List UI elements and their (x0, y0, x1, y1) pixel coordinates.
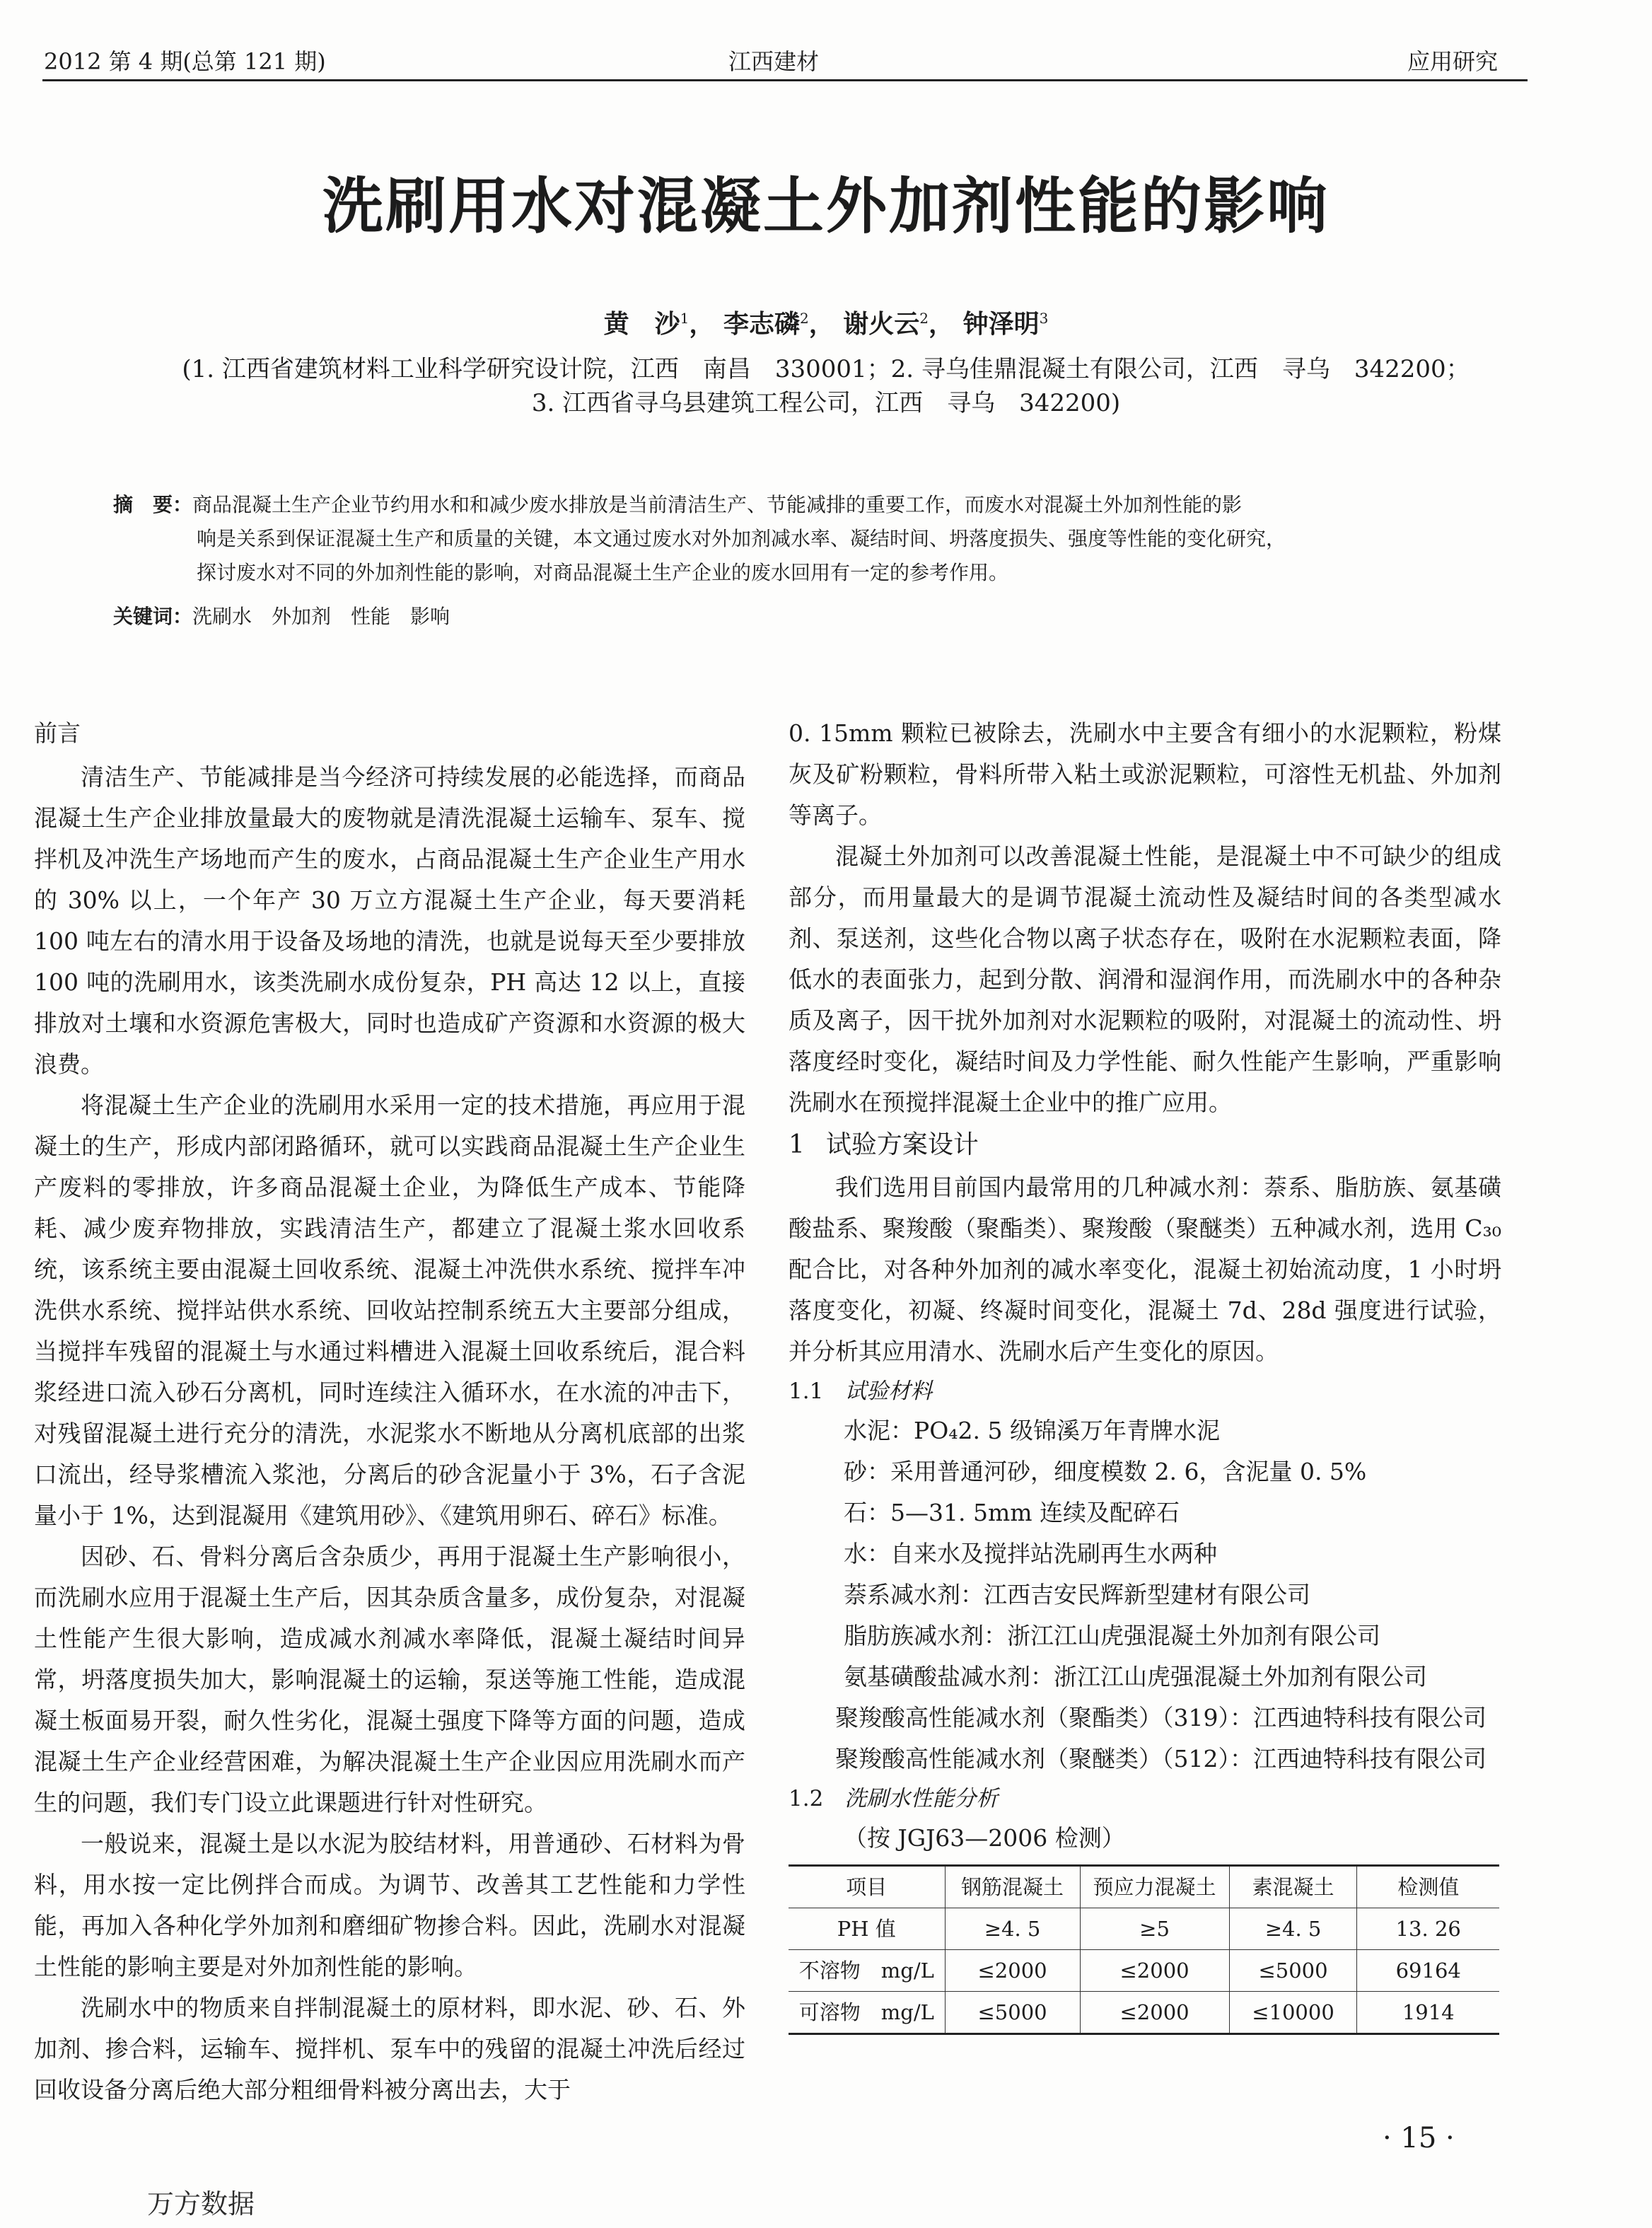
author-name: 李志磷 (723, 309, 800, 339)
author-affiliation-mark: 2 (919, 310, 929, 327)
table-cell: 1914 (1357, 1992, 1499, 2034)
subsection-title: 洗刷水性能分析 (844, 1786, 999, 1811)
material-item: 水：自来水及搅拌站洗刷再生水两种 (844, 1540, 1217, 1567)
table-cell: ≥4. 5 (945, 1908, 1080, 1950)
material-item: 聚羧酸高性能减水剂（聚酯类）（319）：江西迪特科技有限公司 (835, 1704, 1487, 1731)
affiliation-line-2: 3. 江西省寻乌县建筑工程公司，江西 寻乌 342200) (531, 389, 1121, 417)
abstract-line: 探讨废水对不同的外加剂性能的影响，对商品混凝土生产企业的废水回用有一定的参考作用。 (197, 561, 1009, 584)
author-name: 谢火云 (843, 309, 920, 339)
author-list (0, 304, 1652, 340)
abstract-label: 摘 要： (113, 493, 193, 516)
subsection-title: 试验材料 (844, 1379, 933, 1404)
table-row (789, 1908, 1499, 1950)
table-cell: 13. 26 (1357, 1908, 1499, 1950)
material-item: 聚羧酸高性能减水剂（聚醚类）（512）：江西迪特科技有限公司 (835, 1745, 1487, 1772)
material-item: 氨基磺酸盐减水剂：浙江江山虎强混凝土外加剂有限公司 (844, 1663, 1427, 1690)
body-paragraph-continued: 0. 15mm 颗粒已被除去，洗刷水中主要含有细小的水泥颗粒，粉煤灰及矿粉颗粒，骨料所带入粘土或淤泥颗粒，可溶性无机盐、外加剂等离子。 (789, 719, 1501, 829)
table-caption-note: （按 JGJ63—2006 检测） (844, 1824, 1125, 1852)
table-row (789, 1992, 1499, 2034)
body-paragraph: 一般说来，混凝土是以水泥为胶结材料，用普通砂、石材料为骨料，用水按一定比例拌合而成。为调节、改善其工艺性能和力学性能，再加入各种化学外加剂和磨细矿物掺合料。因此，洗刷水对混凝土性能的影响主要是对外加剂性能的影响。 (34, 1830, 745, 1980)
abstract-text: 商品混凝土生产企业节约用水和和减少废水排放是当前清洁生产、节能减排的重要工作，而废水对混凝土外加剂性能的影 (192, 493, 1243, 516)
table-cell: ≤2000 (1080, 1950, 1229, 1992)
table-header-cell: 钢筋混凝土 (945, 1866, 1080, 1908)
author-separator: ， (808, 309, 834, 339)
subsection-heading-1-1 (789, 1372, 1501, 1410)
author-affiliation-mark: 1 (680, 310, 690, 327)
section-title: 试验方案设计 (825, 1130, 979, 1159)
header-rule (42, 79, 1528, 81)
keywords-label: 关键词： (113, 605, 193, 628)
section-heading-1 (789, 1123, 1501, 1167)
left-column (34, 713, 745, 2111)
table-row (789, 1950, 1499, 1992)
right-column (789, 713, 1501, 2035)
table-cell: ≤2000 (1080, 1992, 1229, 2034)
subsection-number: 1.2 (789, 1786, 824, 1811)
keywords (113, 600, 1471, 634)
table-cell: 可溶物 mg/L (789, 1992, 945, 2034)
author-name: 钟泽明 (962, 309, 1040, 339)
abstract-line (113, 488, 1471, 522)
author-affiliation-mark: 2 (799, 310, 809, 327)
table-cell: ≥5 (1080, 1908, 1229, 1950)
table-cell: ≤5000 (945, 1992, 1080, 2034)
table-cell: PH 值 (789, 1908, 945, 1950)
affiliation-line-1: (1. 江西省建筑材料工业科学研究设计院，江西 南昌 330001；2. 寻乌佳鼎混凝土有限公司，江西 寻乌 342200； (182, 355, 1470, 383)
table-header-cell: 预应力混凝土 (1080, 1866, 1229, 1908)
section-heading-preface: 前言 (34, 719, 81, 747)
author-separator: ， (929, 309, 955, 339)
page-number: · 15 · (1383, 2122, 1455, 2154)
subsection-number: 1.1 (789, 1379, 824, 1404)
abstract-line: 响是关系到保证混凝土生产和质量的关键，本文通过废水对外加剂减水率、凝结时间、坍落度损失、强度等性能的变化研究， (197, 527, 1286, 550)
author-affiliation-mark: 3 (1039, 310, 1049, 327)
header-issue: 2012 第 4 期(总第 121 期) (44, 48, 326, 75)
header-column: 应用研究 (1407, 48, 1499, 75)
body-paragraph: 清洁生产、节能减排是当今经济可持续发展的必能选择，而商品混凝土生产企业排放量最大的废物就是清洗混凝土运输车、泵车、搅拌机及冲洗生产场地而产生的废水，占商品混凝土生产企业生产用水的 30% 以上，一个年产 30 万立方混凝土生产企业，每天要消耗 100 吨左右的清水用于设备及场地的清洗，也就是说每天至少要排放 100 吨的洗刷用水，该类洗刷水成份复杂，PH 高达 12 以上，直接排放对土壤和水资源危害极大，同时也造成矿产资源和水资源的极大浪费。 (34, 763, 745, 1078)
table-header-row (789, 1866, 1499, 1908)
table-cell: ≤10000 (1229, 1992, 1357, 2034)
table-cell: 不溶物 mg/L (789, 1950, 945, 1992)
table-header-cell: 项目 (789, 1866, 945, 1908)
table-header-cell: 检测值 (1357, 1866, 1499, 1908)
subsection-heading-1-2 (789, 1780, 1501, 1818)
section-number: 1 (789, 1130, 805, 1159)
body-paragraph: 我们选用目前国内最常用的几种减水剂：萘系、脂肪族、氨基磺酸盐系、聚羧酸（聚酯类）、聚羧酸（聚醚类）五种减水剂，选用 C₃₀配合比，对各种外加剂的减水率变化，混凝土初始流动度，1 小时坍落度变化，初凝、终凝时间变化，混凝土 7d、28d 强度进行试验，并分析其应用清水、洗刷水后产生变化的原因。 (789, 1173, 1501, 1365)
author-name: 黄 沙 (603, 309, 680, 339)
table-cell: ≥4. 5 (1229, 1908, 1357, 1950)
material-item: 石：5—31. 5mm 连续及配碎石 (844, 1499, 1180, 1526)
watermark-text: 万方数据 (147, 2188, 255, 2220)
material-item: 萘系减水剂：江西吉安民辉新型建材有限公司 (844, 1581, 1310, 1608)
header-journal: 江西建材 (728, 48, 820, 75)
wash-water-properties-table (789, 1864, 1499, 2035)
material-item: 脂肪族减水剂：浙江江山虎强混凝土外加剂有限公司 (844, 1622, 1380, 1649)
table-cell: ≤5000 (1229, 1950, 1357, 1992)
table-header-cell: 素混凝土 (1229, 1866, 1357, 1908)
body-paragraph: 混凝土外加剂可以改善混凝土性能，是混凝土中不可缺少的组成部分，而用量最大的是调节混凝土流动性及凝结时间的各类型减水剂、泵送剂，这些化合物以离子状态存在，吸附在水泥颗粒表面，降低水的表面张力，起到分散、润滑和湿润作用，而洗刷水中的各种杂质及离子，因干扰外加剂对水泥颗粒的吸附，对混凝土的流动性、坍落度经时变化，凝结时间及力学性能、耐久性能产生影响，严重影响洗刷水在预搅拌混凝土企业中的推广应用。 (789, 842, 1501, 1116)
table-cell: 69164 (1357, 1950, 1499, 1992)
keywords-text: 洗刷水 外加剂 性能 影响 (192, 605, 450, 628)
body-paragraph: 洗刷水中的物质来自拌制混凝土的原材料，即水泥、砂、石、外加剂、掺合料，运输车、搅拌机、泵车中的残留的混凝土冲洗后经过回收设备分离后绝大部分粗细骨料被分离出去，大于 (34, 1994, 745, 2104)
material-item: 砂：采用普通河砂，细度模数 2. 6，含泥量 0. 5% (844, 1458, 1367, 1485)
author-separator: ， (689, 309, 715, 339)
table-cell: ≤2000 (945, 1950, 1080, 1992)
material-item: 水泥：PO₄2. 5 级锦溪万年青牌水泥 (844, 1417, 1220, 1444)
paper-title: 洗刷用水对混凝土外加剂性能的影响 (322, 171, 1330, 242)
body-paragraph: 将混凝土生产企业的洗刷用水采用一定的技术措施，再应用于混凝土的生产，形成内部闭路循环，就可以实践商品混凝土生产企业生产废料的零排放，许多商品混凝土企业，为降低生产成本、节能降耗、减少废弃物排放，实践清洁生产，都建立了混凝土浆水回收系统，该系统主要由混凝土回收系统、混凝土冲洗供水系统、搅拌车冲洗供水系统、搅拌站供水系统、回收站控制系统五大主要部分组成，当搅拌车残留的混凝土与水通过料槽进入混凝土回收系统后，混合料浆经进口流入砂石分离机，同时连续注入循环水，在水流的冲击下，对残留混凝土进行充分的清洗，水泥浆水不断地从分离机底部的出浆口流出，经导浆槽流入浆池，分离后的砂含泥量小于 3%，石子含泥量小于 1%，达到混凝用《建筑用砂》、《建筑用卵石、碎石》标准。 (34, 1091, 745, 1529)
abstract (113, 488, 1471, 590)
body-paragraph: 因砂、石、骨料分离后含杂质少，再用于混凝土生产影响很小，而洗刷水应用于混凝土生产后，因其杂质含量多，成份复杂，对混凝土性能产生很大影响，造成减水剂减水率降低，混凝土凝结时间异常，坍落度损失加大，影响混凝土的运输，泵送等施工性能，造成混凝土板面易开裂，耐久性劣化，混凝土强度下降等方面的问题，造成混凝土生产企业经营困难，为解决混凝土生产企业因应用洗刷水而产生的问题，我们专门设立此课题进行针对性研究。 (34, 1543, 745, 1816)
